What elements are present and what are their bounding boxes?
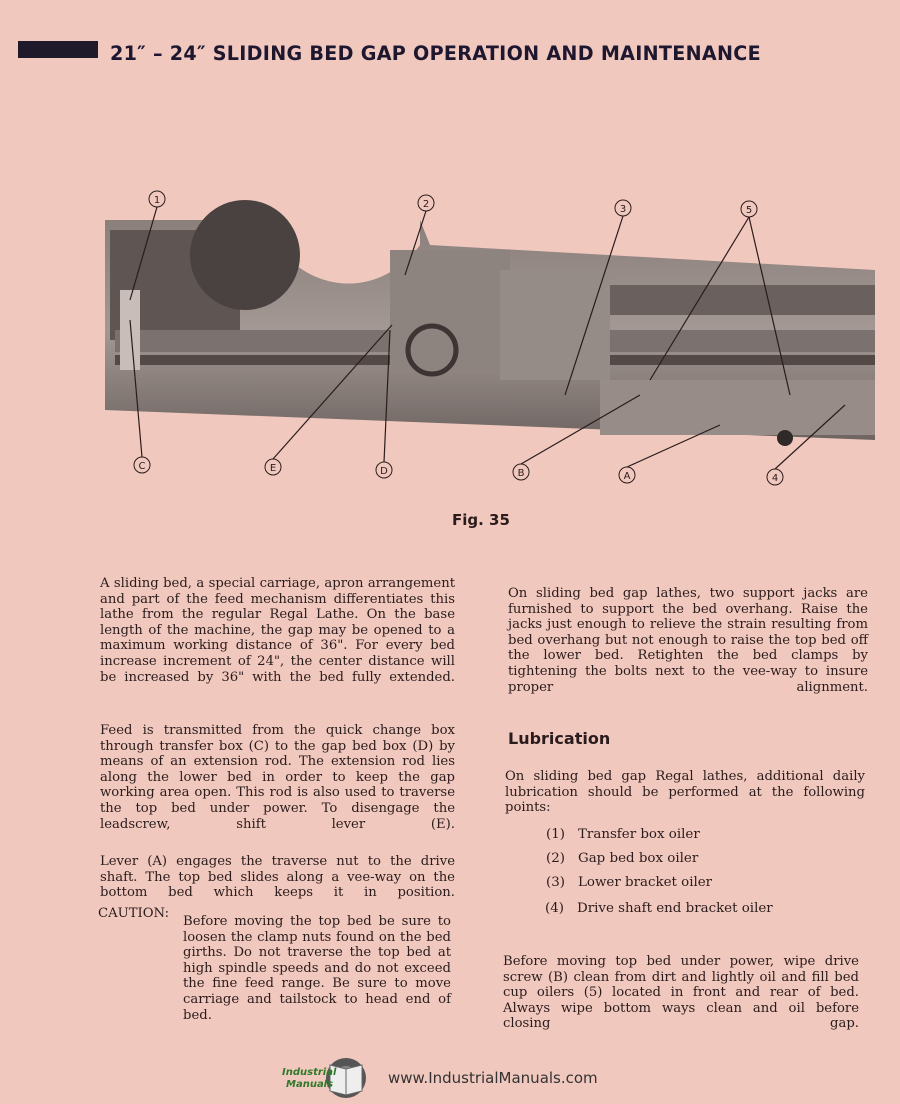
figure-caption: Fig. 35 [452, 511, 510, 529]
caution-label: CAUTION: [98, 906, 170, 921]
list-item-text: Gap bed box oiler [578, 851, 699, 866]
svg-text:A: A [623, 471, 631, 482]
svg-text:Industrial: Industrial [282, 1067, 337, 1078]
callout-1 [149, 191, 165, 207]
svg-text:3: 3 [619, 204, 627, 215]
caution-text: Before moving the top bed be sure to loosen the clamp nuts found on the bed girths. Do not traverse the top bed at high spindle speeds and do not exceed the fine feed range. Be sure to move carriage and tailstock to head end of bed. [183, 914, 451, 1023]
callout-3 [615, 200, 631, 216]
paragraph-sliding-bed: A sliding bed, a special carriage, apron arrangement and part of the feed mechanism differentiates this lathe from the regular Regal Lathe. On the base length of the machine, the gap may be opened to a maximum working distance of 36". For every bed increase increment of 24", the center distance will be increased by 36" with the bed fully extended. [100, 576, 455, 685]
list-item [546, 827, 700, 842]
page-title: 21″ – 24″ SLIDING BED GAP OPERATION AND MAINTENANCE [110, 42, 761, 65]
paragraph-lubrication: On sliding bed gap Regal lathes, additional daily lubrication should be performed at the following points: [505, 769, 865, 816]
svg-text:B: B [517, 468, 525, 479]
list-item-number: (3) [546, 875, 565, 890]
svg-text:5: 5 [745, 205, 753, 216]
svg-text:2: 2 [422, 199, 430, 210]
list-item-text: Lower bracket oiler [578, 875, 713, 890]
list-item [546, 875, 712, 890]
website-url[interactable]: www.IndustrialManuals.com [388, 1069, 598, 1087]
callout-c [134, 457, 150, 473]
paragraph-before-moving: Before moving top bed under power, wipe drive screw (B) clean from dirt and lightly oil and fill bed cup oilers (5) located in front and rear of bed. Always wipe bottom ways clean and oil before closing gap. [503, 954, 859, 1032]
paragraph-support-jacks: On sliding bed gap lathes, two support jacks are furnished to support the bed overhang. Raise the jacks just enough to relieve the strain resulting from bed overhang but not enough to raise the top bed off the lower bed. Retighten the bed clamps by tightening the bolts next to the vee-way to insure proper alignment. [508, 586, 868, 695]
callout-a [619, 467, 635, 483]
list-item [545, 901, 773, 916]
callout-4 [767, 469, 783, 485]
svg-text:C: C [138, 461, 146, 472]
lathe-photo-figure [0, 0, 900, 500]
callout-2 [418, 195, 434, 211]
callout-e [265, 459, 281, 475]
list-item-text: Transfer box oiler [578, 827, 700, 842]
lathe-photo [105, 200, 875, 446]
svg-text:E: E [269, 463, 277, 474]
svg-text:1: 1 [153, 195, 161, 206]
callout-5 [741, 201, 757, 217]
svg-text:D: D [380, 466, 388, 477]
list-item [546, 851, 698, 866]
list-item-number: (4) [545, 901, 564, 916]
list-item-number: (2) [546, 851, 565, 866]
svg-text:Manuals: Manuals [286, 1079, 334, 1090]
svg-text:4: 4 [771, 473, 779, 484]
callout-b [513, 464, 529, 480]
industrial-manuals-logo [280, 1055, 372, 1101]
lubrication-heading: Lubrication [508, 729, 611, 748]
paragraph-feed: Feed is transmitted from the quick change box through transfer box (C) to the gap bed box (D) by means of an extension rod. The extension rod lies along the lower bed in order to keep the gap working area open. This rod is also used to traverse the top bed under power. To disengage the leadscrew, shift lever (E). [100, 723, 455, 832]
list-item-text: Drive shaft end bracket oiler [577, 901, 773, 916]
list-item-number: (1) [546, 827, 565, 842]
paragraph-lever: Lever (A) engages the traverse nut to the drive shaft. The top bed slides along a vee-way on the bottom bed which keeps it in position. [100, 854, 455, 901]
callout-d [376, 462, 392, 478]
